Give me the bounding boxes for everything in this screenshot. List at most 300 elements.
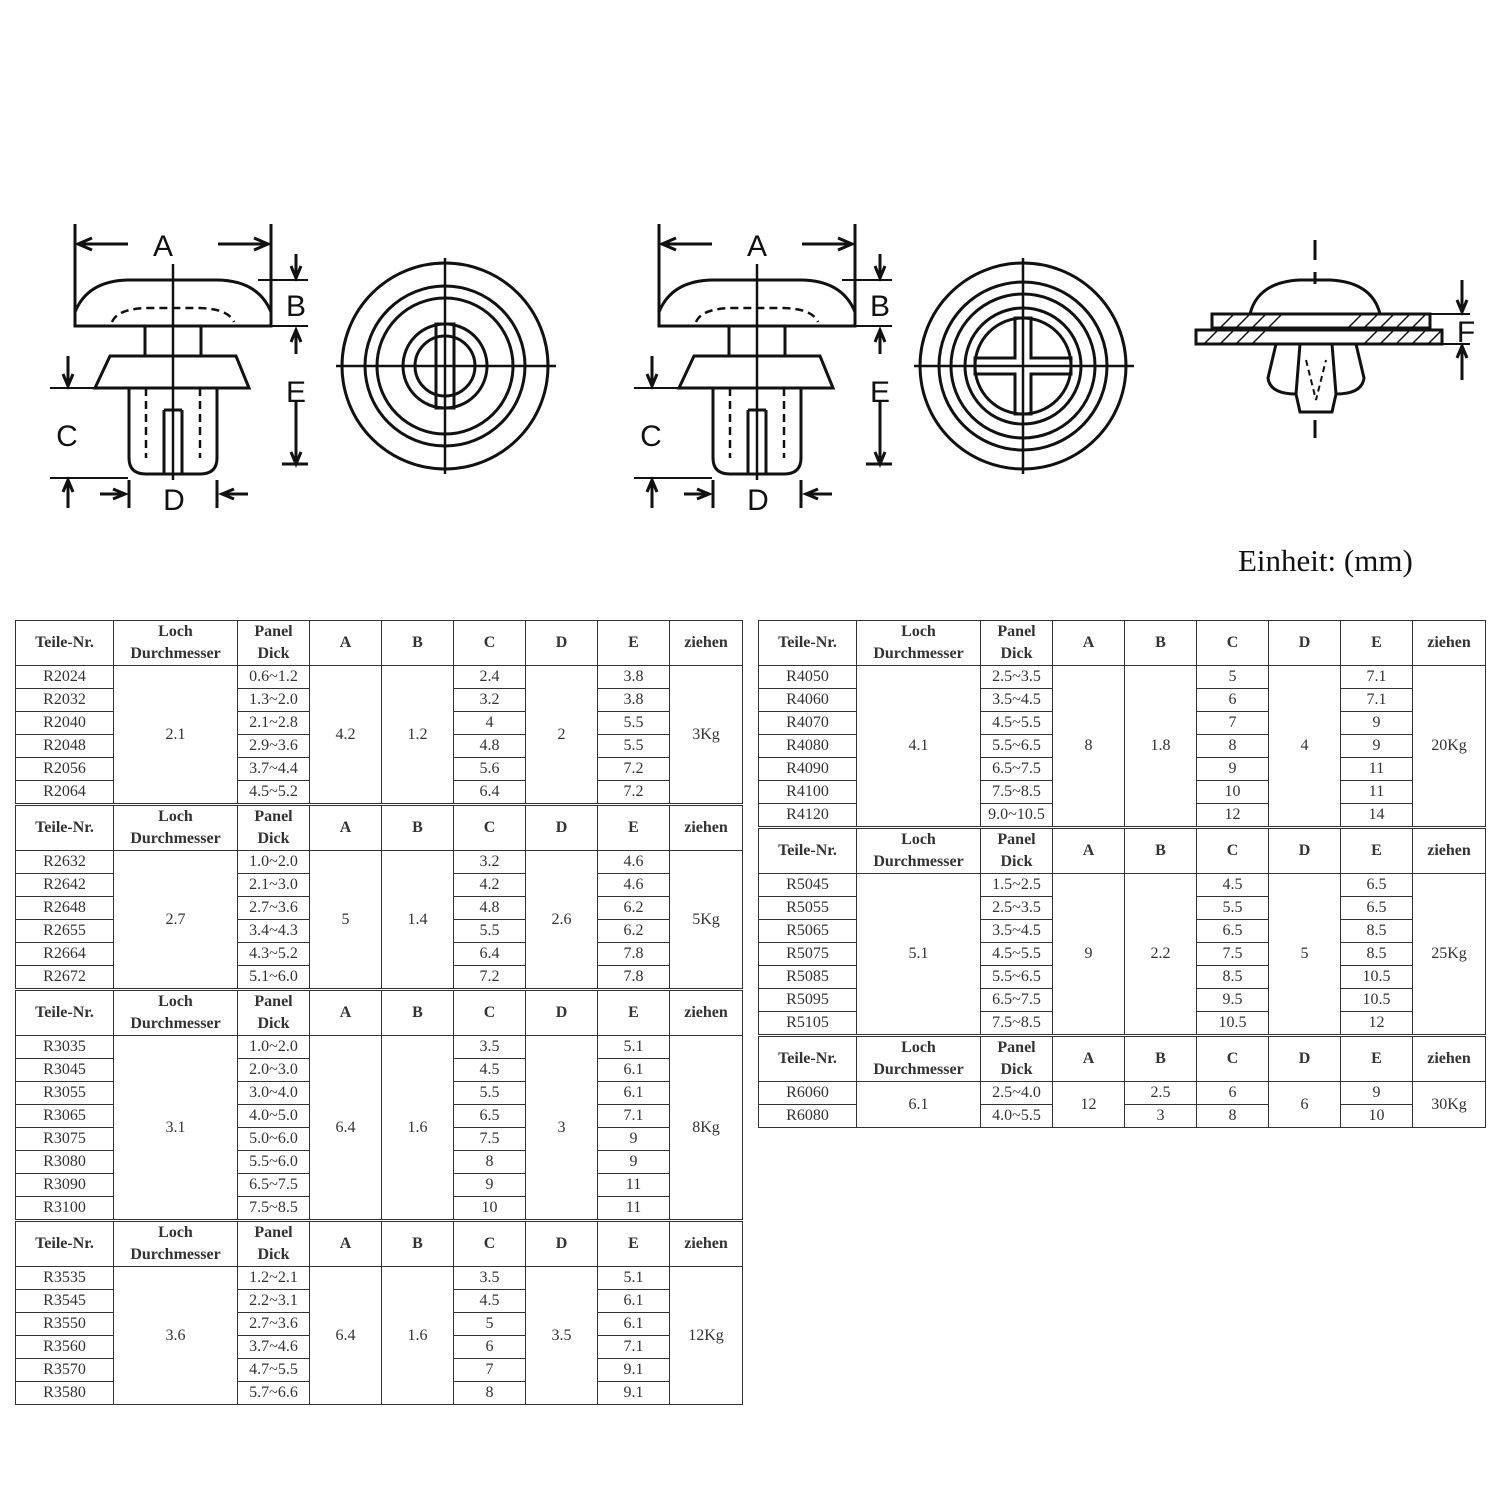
cell-part-no: R2648	[16, 897, 114, 920]
header-part-no: Teile-Nr.	[759, 1036, 857, 1082]
table-header-row	[16, 990, 743, 1036]
cell-part-no: R2642	[16, 874, 114, 897]
cell-part-no: R3065	[16, 1105, 114, 1128]
cell-panel-thickness: 4.5~5.2	[238, 781, 310, 805]
cell-part-no: R3545	[16, 1290, 114, 1313]
cell-part-no: R2064	[16, 781, 114, 805]
header-d: D	[1269, 1036, 1341, 1082]
cell-panel-thickness: 6.5~7.5	[238, 1174, 310, 1197]
cell-e: 5.1	[598, 1036, 670, 1059]
spec-table	[15, 620, 743, 1405]
cell-part-no: R3570	[16, 1359, 114, 1382]
header-e: E	[1341, 1036, 1413, 1082]
header-e: E	[1341, 621, 1413, 666]
cell-pull-force: 12Kg	[670, 1267, 743, 1405]
header-panel-line: Panel	[254, 993, 293, 1010]
header-panel-line: Dick	[1000, 645, 1033, 662]
cell-c: 10	[454, 1197, 526, 1221]
header-loch-line: Durchmesser	[873, 1061, 964, 1078]
cell-panel-thickness: 3.7~4.4	[238, 758, 310, 781]
cell-panel-thickness: 2.7~3.6	[238, 1313, 310, 1336]
header-loch-line: Durchmesser	[873, 853, 964, 870]
header-d: D	[1269, 621, 1341, 666]
cell-d: 2.6	[526, 851, 598, 990]
rivet-top-view-cross	[914, 258, 1134, 474]
table-row	[759, 666, 1486, 689]
cell-part-no: R2032	[16, 689, 114, 712]
cell-panel-thickness: 2.5~3.5	[981, 897, 1053, 920]
cell-part-no: R5085	[759, 966, 857, 989]
cell-e: 6.1	[598, 1082, 670, 1105]
header-panel	[981, 1036, 1053, 1082]
cell-part-no: R3560	[16, 1336, 114, 1359]
dim-label-f: F	[1456, 316, 1476, 349]
cell-e: 11	[1341, 781, 1413, 804]
cell-part-no: R3080	[16, 1151, 114, 1174]
header-d: D	[526, 621, 598, 666]
cell-c: 8.5	[1197, 966, 1269, 989]
cell-a: 8	[1053, 666, 1125, 828]
header-part-no: Teile-Nr.	[16, 805, 114, 851]
table-header-row	[16, 621, 743, 666]
header-a: A	[1053, 828, 1125, 874]
header-panel-line: Dick	[257, 1015, 290, 1032]
cell-part-no: R6080	[759, 1105, 857, 1128]
cell-panel-thickness: 4.7~5.5	[238, 1359, 310, 1382]
header-a: A	[310, 805, 382, 851]
header-loch	[857, 1036, 981, 1082]
table-header-row	[759, 828, 1486, 874]
header-loch	[114, 990, 238, 1036]
cell-a: 12	[1053, 1082, 1125, 1128]
cell-panel-thickness: 4.5~5.5	[981, 943, 1053, 966]
header-loch-line: Loch	[158, 993, 193, 1010]
header-ziehen: ziehen	[670, 990, 743, 1036]
rivet-side-view-slotted	[50, 224, 308, 508]
header-a: A	[310, 621, 382, 666]
header-panel	[981, 621, 1053, 666]
cell-d: 4	[1269, 666, 1341, 828]
header-loch	[857, 621, 981, 666]
cell-c: 9.5	[1197, 989, 1269, 1012]
cell-panel-thickness: 2.9~3.6	[238, 735, 310, 758]
cell-d: 6	[1269, 1082, 1341, 1128]
cell-e: 7.1	[598, 1105, 670, 1128]
cell-hole-diameter: 3.6	[114, 1267, 238, 1405]
table-header-row	[759, 621, 1486, 666]
cell-e: 6.2	[598, 897, 670, 920]
cell-c: 4.5	[1197, 874, 1269, 897]
cell-c: 5.5	[454, 1082, 526, 1105]
cell-c: 7.5	[1197, 943, 1269, 966]
table-row	[16, 1267, 743, 1290]
cell-e: 9	[598, 1128, 670, 1151]
cell-part-no: R5105	[759, 1012, 857, 1036]
header-panel	[238, 1221, 310, 1267]
cell-panel-thickness: 4.0~5.5	[981, 1105, 1053, 1128]
cell-hole-diameter: 3.1	[114, 1036, 238, 1221]
cell-e: 14	[1341, 804, 1413, 828]
cell-e: 7.8	[598, 943, 670, 966]
header-part-no: Teile-Nr.	[16, 1221, 114, 1267]
header-panel	[238, 990, 310, 1036]
header-e: E	[598, 990, 670, 1036]
cell-panel-thickness: 4.5~5.5	[981, 712, 1053, 735]
header-ziehen: ziehen	[1413, 1036, 1486, 1082]
cell-part-no: R3550	[16, 1313, 114, 1336]
dim-label-c2: C	[640, 420, 662, 453]
cell-b: 1.6	[382, 1267, 454, 1405]
cell-panel-thickness: 0.6~1.2	[238, 666, 310, 689]
header-panel-line: Dick	[257, 1246, 290, 1263]
dim-label-a1: A	[152, 230, 174, 263]
cell-e: 4.6	[598, 851, 670, 874]
cell-a: 4.2	[310, 666, 382, 805]
cell-panel-thickness: 2.1~2.8	[238, 712, 310, 735]
cell-part-no: R5055	[759, 897, 857, 920]
table-row	[759, 1082, 1486, 1105]
table-header-row	[16, 1221, 743, 1267]
cell-part-no: R3045	[16, 1059, 114, 1082]
cell-part-no: R4100	[759, 781, 857, 804]
cell-panel-thickness: 5.5~6.5	[981, 735, 1053, 758]
header-ziehen: ziehen	[670, 805, 743, 851]
header-b: B	[382, 805, 454, 851]
cell-panel-thickness: 3.5~4.5	[981, 689, 1053, 712]
dim-label-e2: E	[869, 376, 891, 409]
cell-part-no: R3075	[16, 1128, 114, 1151]
header-a: A	[310, 1221, 382, 1267]
cell-b: 1.6	[382, 1036, 454, 1221]
cell-e: 3.8	[598, 666, 670, 689]
header-panel-line: Panel	[997, 1039, 1036, 1056]
header-part-no: Teile-Nr.	[16, 621, 114, 666]
cell-e: 6.1	[598, 1313, 670, 1336]
cell-c: 6	[454, 1336, 526, 1359]
cell-e: 3.8	[598, 689, 670, 712]
header-loch	[857, 828, 981, 874]
cell-part-no: R6060	[759, 1082, 857, 1105]
cell-c: 12	[1197, 804, 1269, 828]
header-e: E	[598, 1221, 670, 1267]
cell-panel-thickness: 7.5~8.5	[238, 1197, 310, 1221]
cell-c: 3.5	[454, 1036, 526, 1059]
cell-c: 2.4	[454, 666, 526, 689]
dim-label-b2: B	[869, 290, 891, 323]
header-b: B	[382, 621, 454, 666]
cell-panel-thickness: 2.5~4.0	[981, 1082, 1053, 1105]
cell-hole-diameter: 2.1	[114, 666, 238, 805]
header-panel	[238, 805, 310, 851]
cell-hole-diameter: 2.7	[114, 851, 238, 990]
header-e: E	[598, 805, 670, 851]
cell-part-no: R5065	[759, 920, 857, 943]
cell-e: 10.5	[1341, 989, 1413, 1012]
cell-hole-diameter: 6.1	[857, 1082, 981, 1128]
cell-e: 7.2	[598, 758, 670, 781]
cell-a: 9	[1053, 874, 1125, 1036]
cell-panel-thickness: 1.3~2.0	[238, 689, 310, 712]
header-panel-line: Panel	[254, 1224, 293, 1241]
cell-part-no: R4060	[759, 689, 857, 712]
header-panel-line: Dick	[257, 830, 290, 847]
cell-e: 5.5	[598, 712, 670, 735]
cell-e: 10.5	[1341, 966, 1413, 989]
cell-part-no: R3090	[16, 1174, 114, 1197]
cell-part-no: R2040	[16, 712, 114, 735]
cell-panel-thickness: 4.0~5.0	[238, 1105, 310, 1128]
cell-panel-thickness: 5.1~6.0	[238, 966, 310, 990]
cell-b: 1.8	[1125, 666, 1197, 828]
cell-a: 6.4	[310, 1036, 382, 1221]
cell-panel-thickness: 2.2~3.1	[238, 1290, 310, 1313]
header-part-no: Teile-Nr.	[16, 990, 114, 1036]
cell-panel-thickness: 6.5~7.5	[981, 989, 1053, 1012]
header-loch-line: Durchmesser	[130, 1246, 221, 1263]
rivet-side-view-cross	[634, 224, 892, 508]
header-c: C	[454, 1221, 526, 1267]
header-panel	[981, 828, 1053, 874]
header-panel-line: Dick	[1000, 1061, 1033, 1078]
cell-e: 7.8	[598, 966, 670, 990]
cell-e: 9	[1341, 735, 1413, 758]
header-loch-line: Loch	[901, 623, 936, 640]
cell-c: 4	[454, 712, 526, 735]
cell-e: 5.5	[598, 735, 670, 758]
cell-c: 3.5	[454, 1267, 526, 1290]
header-panel-line: Panel	[997, 623, 1036, 640]
cell-c: 4.8	[454, 735, 526, 758]
cell-part-no: R2632	[16, 851, 114, 874]
cell-part-no: R3035	[16, 1036, 114, 1059]
table-header-row	[759, 1036, 1486, 1082]
header-loch-line: Durchmesser	[873, 645, 964, 662]
header-e: E	[598, 621, 670, 666]
cell-e: 6.5	[1341, 897, 1413, 920]
header-ziehen: ziehen	[670, 621, 743, 666]
cell-panel-thickness: 5.5~6.0	[238, 1151, 310, 1174]
cell-part-no: R2024	[16, 666, 114, 689]
header-a: A	[1053, 1036, 1125, 1082]
cell-panel-thickness: 2.5~3.5	[981, 666, 1053, 689]
cell-part-no: R3055	[16, 1082, 114, 1105]
header-c: C	[1197, 1036, 1269, 1082]
cell-c: 7	[454, 1359, 526, 1382]
cell-e: 8.5	[1341, 920, 1413, 943]
cell-panel-thickness: 2.1~3.0	[238, 874, 310, 897]
header-c: C	[1197, 621, 1269, 666]
cell-part-no: R2672	[16, 966, 114, 990]
header-d: D	[526, 1221, 598, 1267]
cell-c: 5.6	[454, 758, 526, 781]
cell-panel-thickness: 3.5~4.5	[981, 920, 1053, 943]
rivet-top-view-slotted	[336, 258, 556, 474]
cell-c: 7	[1197, 712, 1269, 735]
header-c: C	[1197, 828, 1269, 874]
header-loch-line: Loch	[158, 1224, 193, 1241]
cell-e: 6.1	[598, 1059, 670, 1082]
cell-e: 6.1	[598, 1290, 670, 1313]
header-loch	[114, 621, 238, 666]
cell-c: 8	[1197, 1105, 1269, 1128]
cell-c: 6	[1197, 689, 1269, 712]
cell-e: 9	[598, 1151, 670, 1174]
cell-part-no: R4120	[759, 804, 857, 828]
cell-c: 3.2	[454, 851, 526, 874]
header-d: D	[526, 805, 598, 851]
cell-c: 7.5	[454, 1128, 526, 1151]
table-header-row	[16, 805, 743, 851]
cell-panel-thickness: 1.0~2.0	[238, 1036, 310, 1059]
cell-d: 3	[526, 1036, 598, 1221]
dim-label-d1: D	[163, 484, 185, 517]
dim-label-d2: D	[747, 484, 769, 517]
unit-label: Einheit: (mm)	[1238, 543, 1413, 578]
dim-label-e1: E	[285, 376, 307, 409]
header-c: C	[454, 805, 526, 851]
cell-panel-thickness: 6.5~7.5	[981, 758, 1053, 781]
cell-e: 12	[1341, 1012, 1413, 1036]
cell-e: 6.2	[598, 920, 670, 943]
cell-e: 11	[598, 1174, 670, 1197]
header-b: B	[382, 1221, 454, 1267]
cell-panel-thickness: 3.4~4.3	[238, 920, 310, 943]
cell-c: 9	[1197, 758, 1269, 781]
cell-panel-thickness: 5.5~6.5	[981, 966, 1053, 989]
header-panel-line: Dick	[1000, 853, 1033, 870]
header-panel-line: Panel	[254, 808, 293, 825]
header-ziehen: ziehen	[1413, 828, 1486, 874]
header-c: C	[454, 621, 526, 666]
dim-label-b1: B	[285, 290, 307, 323]
header-ziehen: ziehen	[670, 1221, 743, 1267]
header-b: B	[382, 990, 454, 1036]
cell-panel-thickness: 5.7~6.6	[238, 1382, 310, 1405]
cell-part-no: R4070	[759, 712, 857, 735]
cell-panel-thickness: 7.5~8.5	[981, 781, 1053, 804]
header-d: D	[526, 990, 598, 1036]
cell-e: 7.1	[1341, 666, 1413, 689]
cell-part-no: R2655	[16, 920, 114, 943]
header-loch	[114, 1221, 238, 1267]
cell-panel-thickness: 4.3~5.2	[238, 943, 310, 966]
header-part-no: Teile-Nr.	[759, 828, 857, 874]
cell-e: 9	[1341, 712, 1413, 735]
header-b: B	[1125, 828, 1197, 874]
cell-c: 8	[1197, 735, 1269, 758]
header-loch-line: Loch	[158, 808, 193, 825]
header-panel-line: Panel	[997, 831, 1036, 848]
cell-a: 6.4	[310, 1267, 382, 1405]
header-part-no: Teile-Nr.	[759, 621, 857, 666]
rivet-installed-view	[1196, 240, 1470, 438]
header-panel-line: Dick	[257, 645, 290, 662]
cell-pull-force: 5Kg	[670, 851, 743, 990]
cell-panel-thickness: 7.5~8.5	[981, 1012, 1053, 1036]
cell-c: 7.2	[454, 966, 526, 990]
cell-d: 5	[1269, 874, 1341, 1036]
table-row	[759, 874, 1486, 897]
header-panel-line: Panel	[254, 623, 293, 640]
cell-b: 3	[1125, 1105, 1197, 1128]
cell-e: 8.5	[1341, 943, 1413, 966]
cell-c: 5.5	[1197, 897, 1269, 920]
cell-pull-force: 30Kg	[1413, 1082, 1486, 1128]
cell-panel-thickness: 1.0~2.0	[238, 851, 310, 874]
cell-c: 8	[454, 1382, 526, 1405]
cell-e: 9	[1341, 1082, 1413, 1105]
cell-part-no: R2056	[16, 758, 114, 781]
cell-b: 2.5	[1125, 1082, 1197, 1105]
cell-hole-diameter: 5.1	[857, 874, 981, 1036]
cell-part-no: R2048	[16, 735, 114, 758]
cell-c: 5.5	[454, 920, 526, 943]
cell-d: 2	[526, 666, 598, 805]
spec-table	[758, 620, 1486, 1128]
header-a: A	[310, 990, 382, 1036]
header-loch-line: Loch	[158, 623, 193, 640]
cell-b: 1.2	[382, 666, 454, 805]
cell-e: 4.6	[598, 874, 670, 897]
cell-part-no: R5045	[759, 874, 857, 897]
cell-part-no: R5095	[759, 989, 857, 1012]
table-row	[16, 851, 743, 874]
header-loch-line: Loch	[901, 831, 936, 848]
cell-part-no: R3535	[16, 1267, 114, 1290]
cell-pull-force: 8Kg	[670, 1036, 743, 1221]
cell-e: 9.1	[598, 1382, 670, 1405]
cell-c: 6.4	[454, 781, 526, 805]
cell-e: 9.1	[598, 1359, 670, 1382]
table-row	[16, 1036, 743, 1059]
technical-drawings	[0, 0, 1500, 560]
cell-c: 5	[454, 1313, 526, 1336]
header-d: D	[1269, 828, 1341, 874]
cell-part-no: R3100	[16, 1197, 114, 1221]
dim-label-c1: C	[56, 420, 78, 453]
cell-b: 1.4	[382, 851, 454, 990]
cell-part-no: R4090	[759, 758, 857, 781]
cell-part-no: R5075	[759, 943, 857, 966]
cell-c: 3.2	[454, 689, 526, 712]
cell-c: 10	[1197, 781, 1269, 804]
cell-pull-force: 20Kg	[1413, 666, 1486, 828]
cell-panel-thickness: 9.0~10.5	[981, 804, 1053, 828]
cell-c: 6	[1197, 1082, 1269, 1105]
dim-label-a2: A	[746, 230, 768, 263]
header-loch-line: Durchmesser	[130, 645, 221, 662]
cell-panel-thickness: 3.0~4.0	[238, 1082, 310, 1105]
cell-part-no: R3580	[16, 1382, 114, 1405]
header-b: B	[1125, 1036, 1197, 1082]
cell-c: 10.5	[1197, 1012, 1269, 1036]
cell-e: 10	[1341, 1105, 1413, 1128]
header-ziehen: ziehen	[1413, 621, 1486, 666]
cell-panel-thickness: 1.5~2.5	[981, 874, 1053, 897]
cell-c: 4.8	[454, 897, 526, 920]
cell-part-no: R2664	[16, 943, 114, 966]
cell-c: 4.5	[454, 1290, 526, 1313]
cell-e: 7.1	[1341, 689, 1413, 712]
header-c: C	[454, 990, 526, 1036]
cell-c: 4.2	[454, 874, 526, 897]
header-a: A	[1053, 621, 1125, 666]
cell-c: 4.5	[454, 1059, 526, 1082]
header-loch	[114, 805, 238, 851]
cell-panel-thickness: 2.0~3.0	[238, 1059, 310, 1082]
header-e: E	[1341, 828, 1413, 874]
cell-c: 5	[1197, 666, 1269, 689]
